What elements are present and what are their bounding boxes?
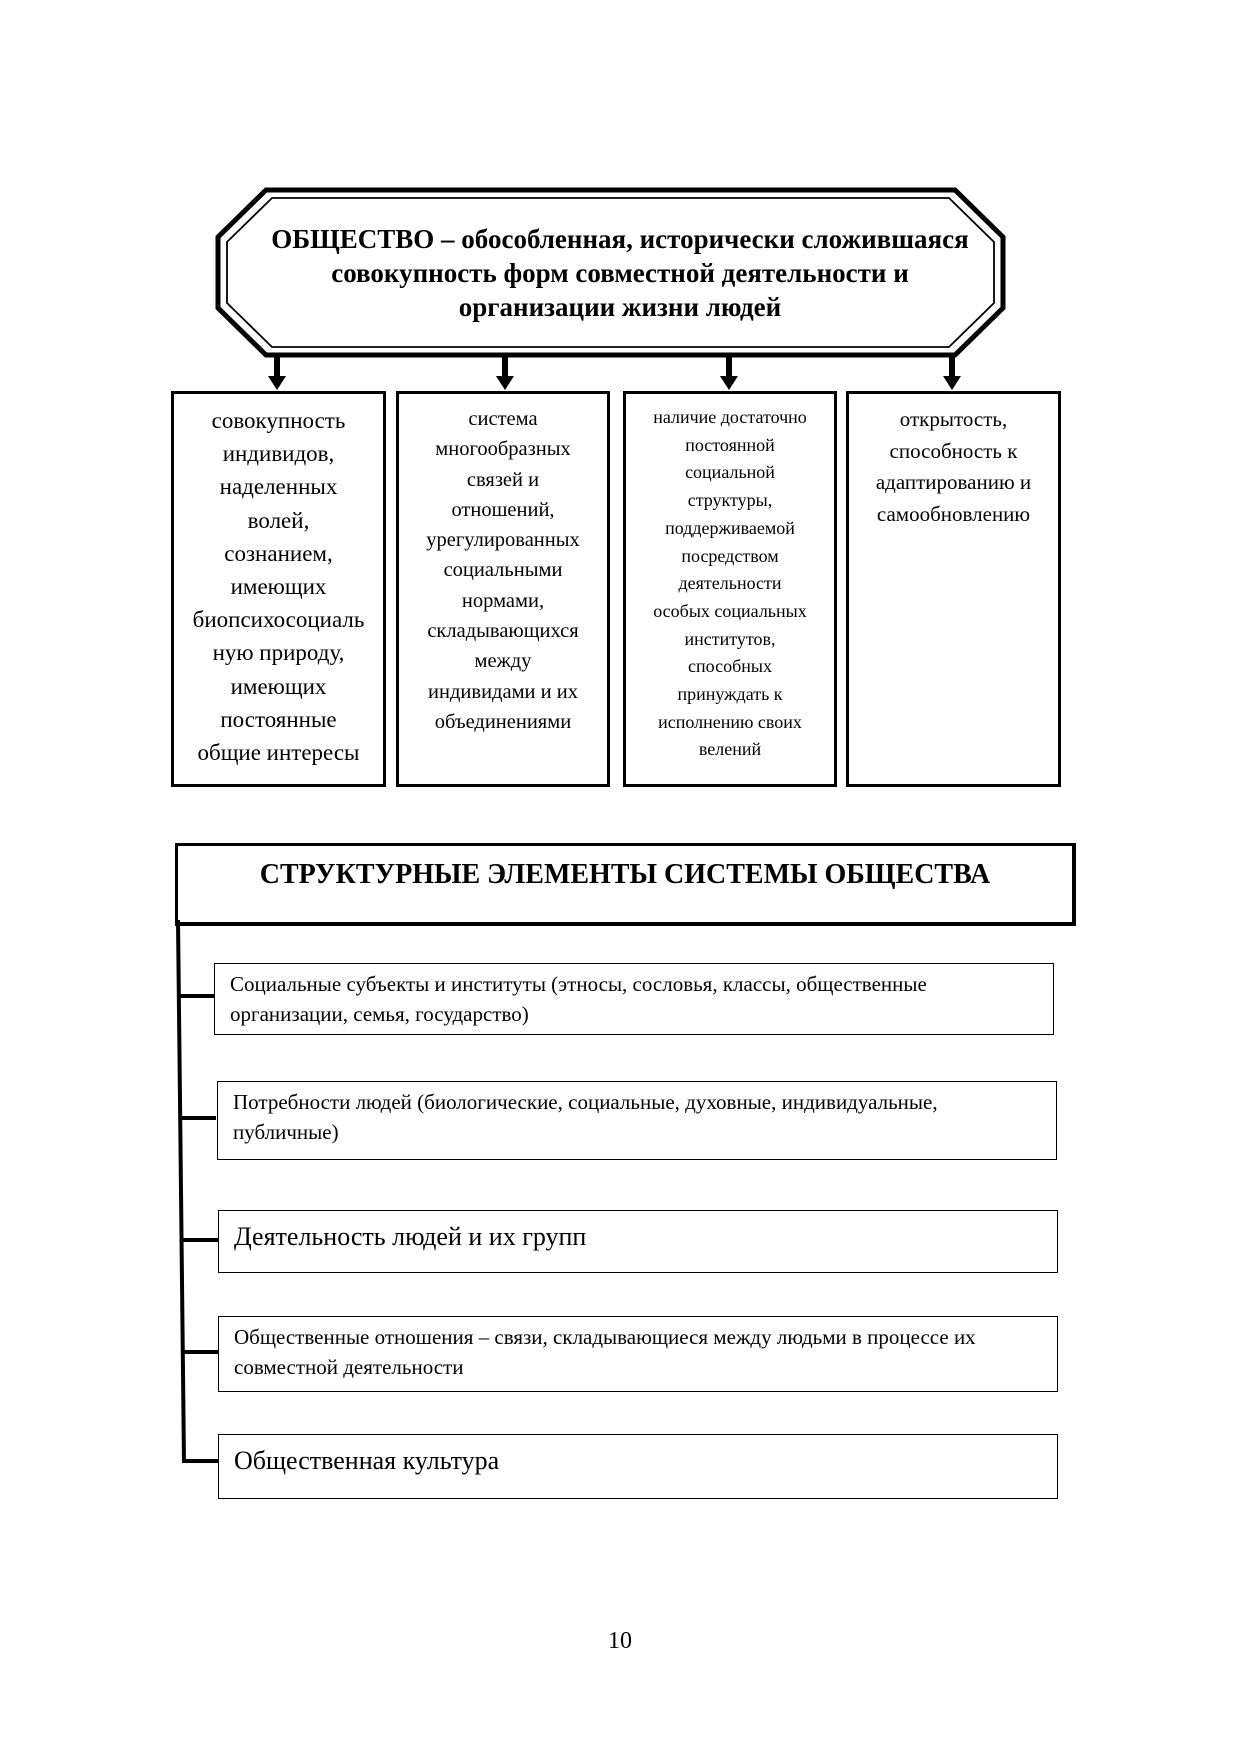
characteristic-box-openness	[846, 391, 1061, 787]
structure-element-culture: Общественная культура	[218, 1434, 1058, 1499]
page-number: 10	[608, 1628, 632, 1654]
characteristic-box-structure	[623, 391, 837, 787]
arrow-to-box-4	[943, 355, 961, 390]
characteristic-box-individuals	[171, 391, 386, 787]
structure-element-activity: Деятельность людей и их групп	[218, 1210, 1058, 1273]
structure-element-relations: Общественные отношения – связи, складывающиеся между людьми в процессе их совместной деятельности	[218, 1316, 1058, 1392]
characteristic-text: совокупность индивидов, наделенных волей, сознанием, имеющих биопсихосоциаль ную природу, имеющих постоянные общие интересы	[192, 408, 365, 766]
structure-element-needs: Потребности людей (биологические, социальные, духовные, индивидуальные, публичные)	[217, 1081, 1057, 1160]
arrow-to-box-3	[720, 355, 738, 390]
characteristic-box-relations	[396, 391, 610, 787]
characteristic-text: открытость, способность к адаптированию и самообновлению	[875, 407, 1032, 526]
structure-element-subjects: Социальные субъекты и институты (этносы, сословья, классы, общественные организации, семья, государство)	[214, 963, 1054, 1035]
structure-bracket-line	[178, 920, 184, 1463]
arrow-to-box-1	[268, 355, 286, 390]
characteristic-text: наличие достаточно постоянной социальной структуры, поддерживаемой посредством деятельности особых социальных институтов, способных принуждать к исполнению своих велений	[653, 407, 807, 760]
society-definition-title: ОБЩЕСТВО – обособленная, исторически сложившаяся совокупность форм совместной деятельности и организации жизни людей	[271, 224, 969, 322]
characteristic-text: система многообразных связей и отношений, урегулированных социальными нормами, складывающихся между индивидами и их объединениями	[426, 408, 580, 733]
structure-header: СТРУКТУРНЫЕ ЭЛЕМЕНТЫ СИСТЕМЫ ОБЩЕСТВА	[175, 843, 1076, 926]
arrow-to-box-2	[496, 355, 514, 390]
